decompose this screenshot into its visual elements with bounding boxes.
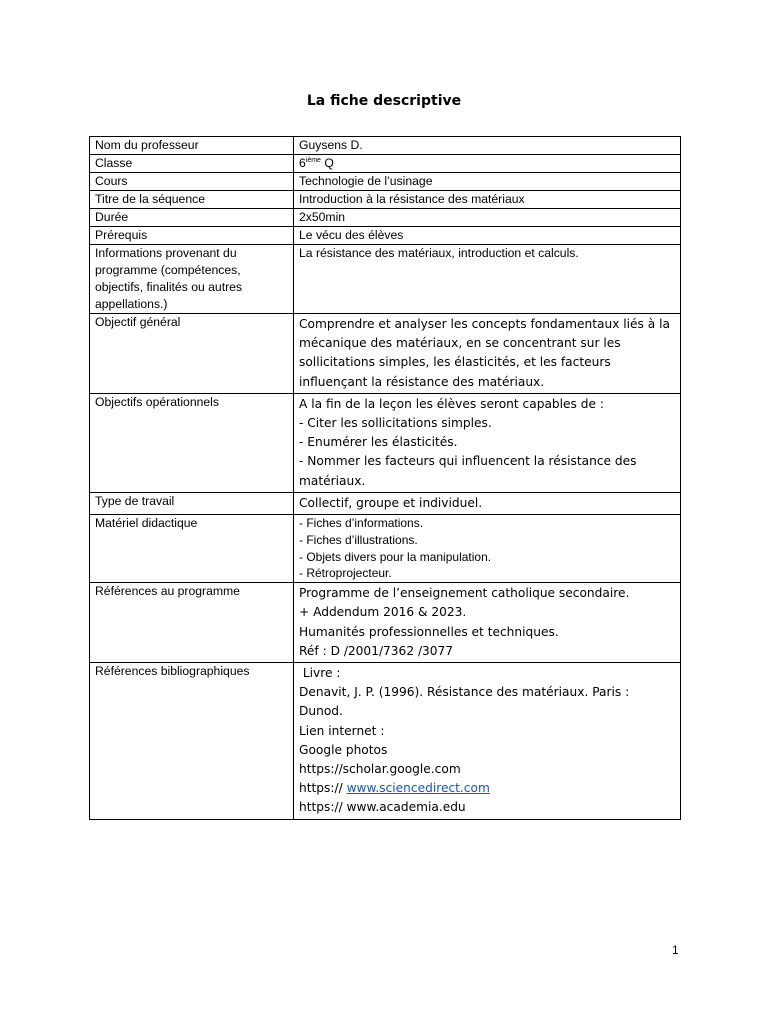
row-label-materiel: Matériel didactique xyxy=(90,515,294,583)
row-value-titre: Introduction à la résistance des matériaux xyxy=(294,191,681,209)
row-label-classe: Classe xyxy=(90,155,294,173)
classe-letter: Q xyxy=(320,156,334,170)
table-row xyxy=(90,173,681,191)
list-item: + Addendum 2016 & 2023. xyxy=(299,605,467,620)
list-item: Programme de l’enseignement catholique secondaire. xyxy=(299,586,630,601)
table-row xyxy=(90,492,681,514)
biblio-lien-heading: Lien internet : xyxy=(299,723,385,738)
list-item: - Nommer les facteurs qui influencent la résistance des matériaux. xyxy=(299,454,637,488)
row-value-professeur: Guysens D. xyxy=(294,137,681,155)
table-row xyxy=(90,663,681,820)
table-row xyxy=(90,155,681,173)
row-value-objectif-general: Comprendre et analyser les concepts fondamentaux liés à la mécanique des matériaux, en se concentrant sur les sollicitations simples, les élasticités, et les facteurs influençant la résistance des matériaux. xyxy=(294,314,681,394)
classe-number: 6 xyxy=(299,156,306,170)
list-item: - Rétroprojecteur. xyxy=(299,566,392,581)
biblio-livre-heading: Livre : xyxy=(299,666,341,681)
row-label-objectifs-operationnels: Objectifs opérationnels xyxy=(90,393,294,492)
table-row xyxy=(90,227,681,245)
row-label-titre: Titre de la séquence xyxy=(90,191,294,209)
list-item: A la fin de la leçon les élèves seront capables de : xyxy=(299,396,604,411)
table-row xyxy=(90,137,681,155)
row-value-informations: La résistance des matériaux, introduction et calculs. xyxy=(294,245,681,314)
row-value-type-travail: Collectif, groupe et individuel. xyxy=(294,492,681,514)
table-row xyxy=(90,583,681,663)
table-row xyxy=(90,191,681,209)
row-value-references-biblio xyxy=(294,663,681,820)
page-number: 1 xyxy=(672,943,679,957)
table-row xyxy=(90,515,681,583)
row-value-objectifs-operationnels xyxy=(294,393,681,492)
row-label-cours: Cours xyxy=(90,173,294,191)
list-item: Réf : D /2001/7362 /3077 xyxy=(299,643,454,658)
biblio-academia: https:// www.academia.edu xyxy=(299,800,466,815)
biblio-sciencedirect xyxy=(299,779,675,798)
row-value-prerequis: Le vécu des élèves xyxy=(294,227,681,245)
table-row xyxy=(90,209,681,227)
row-label-informations: Informations provenant du programme (compétences, objectifs, finalités ou autres appellations.) xyxy=(90,245,294,314)
sciencedirect-prefix: https:// xyxy=(299,781,347,796)
row-label-objectif-general: Objectif général xyxy=(90,314,294,394)
row-value-cours: Technologie de l’usinage xyxy=(294,173,681,191)
biblio-google-photos: Google photos xyxy=(299,742,388,757)
list-item: Humanités professionnelles et techniques. xyxy=(299,624,559,639)
biblio-denavit: Denavit, J. P. (1996). Résistance des matériaux. Paris : Dunod. xyxy=(299,685,630,719)
list-item: - Fiches d’informations. xyxy=(299,516,424,531)
descriptive-table xyxy=(89,136,681,820)
row-label-professeur: Nom du professeur xyxy=(90,137,294,155)
row-label-duree: Durée xyxy=(90,209,294,227)
list-item: - Fiches d’illustrations. xyxy=(299,532,418,547)
classe-superscript: ième xyxy=(305,157,321,164)
row-label-type-travail: Type de travail xyxy=(90,492,294,514)
biblio-scholar: https://scholar.google.com xyxy=(299,762,461,777)
row-value-materiel xyxy=(294,515,681,583)
row-label-references-programme: Références au programme xyxy=(90,583,294,663)
table-row xyxy=(90,314,681,394)
document-title: La fiche descriptive xyxy=(306,93,462,109)
list-item: - Citer les sollicitations simples. xyxy=(299,416,492,431)
sciencedirect-link[interactable]: www.sciencedirect.com xyxy=(346,781,490,796)
row-label-prerequis: Prérequis xyxy=(90,227,294,245)
list-item: - Enumérer les élasticités. xyxy=(299,435,458,450)
row-value-classe xyxy=(294,155,681,173)
row-value-duree: 2x50min xyxy=(294,209,681,227)
list-item: - Objets divers pour la manipulation. xyxy=(299,549,492,564)
table-row xyxy=(90,245,681,314)
row-label-references-biblio: Références bibliographiques xyxy=(90,663,294,820)
row-value-references-programme xyxy=(294,583,681,663)
table-row xyxy=(90,393,681,492)
